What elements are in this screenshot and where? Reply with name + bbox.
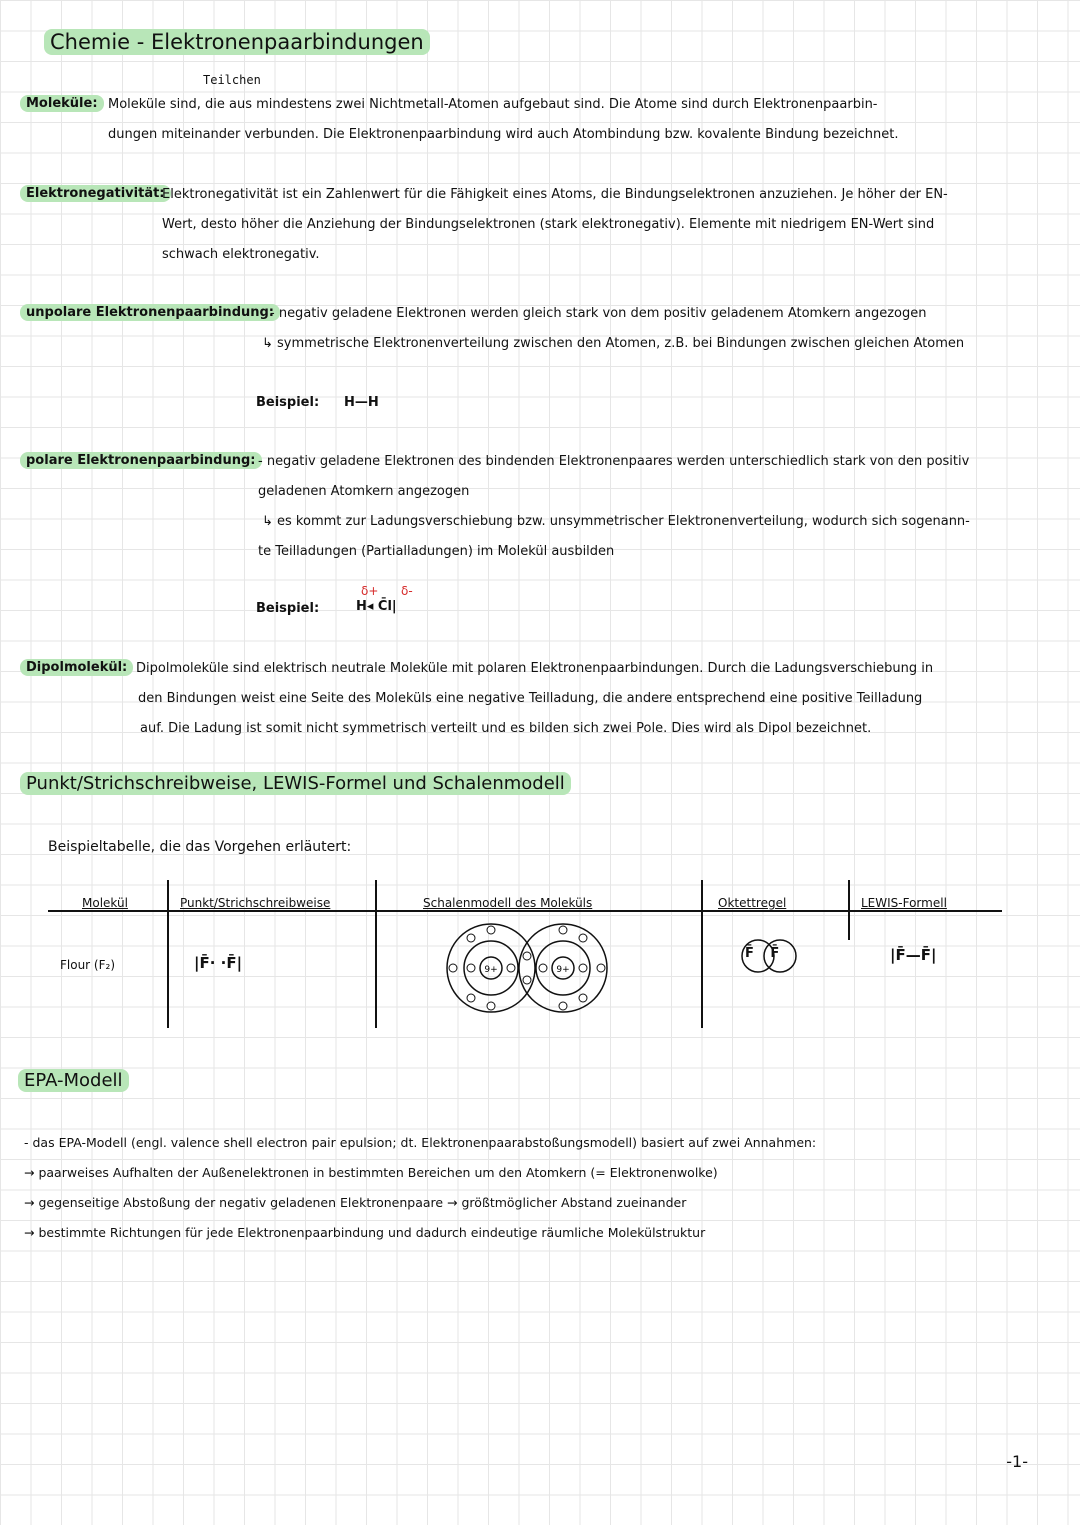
epa-line-1: - das EPA-Modell (engl. valence shell electron pair epulsion; dt. Elektronenpaarabstoßungsmodell) basiert auf zwei Annahmen:: [24, 1135, 817, 1150]
page-title: Chemie - Elektronenpaarbindungen: [44, 30, 430, 54]
electronegativity-line-2: Wert, desto höher die Anziehung der Bindungselektronen (stark elektronegativ). Elemente mit niedrigem EN-Wert sind: [162, 217, 935, 232]
electronegativity-line-3: schwach elektronegativ.: [162, 247, 320, 262]
polar-line-2: geladenen Atomkern angezogen: [258, 484, 470, 499]
notation-heading: Punkt/Strichschreibweise, LEWIS-Formel und Schalenmodell: [20, 773, 571, 794]
molecules-line-2: dungen miteinander verbunden. Die Elektronenpaarbindung wird auch Atombindung bzw. kovalente Bindung bezeichnet.: [108, 127, 899, 142]
nonpolar-line-1: - negativ geladene Elektronen werden gleich stark von dem positiv geladenem Atomkern angezogen: [270, 306, 927, 321]
table-col-divider: [848, 880, 850, 940]
shell-model-diagram: [441, 920, 616, 1015]
polar-example: H◂ C̄l|: [356, 599, 397, 614]
table-col-divider: [701, 880, 703, 1028]
epa-line-3: → gegenseitige Abstoßung der negativ geladenen Elektronenpaare → größtmöglicher Abstand zueinander: [24, 1195, 687, 1210]
table-header-rule: [48, 910, 1002, 912]
dipole-label: Dipolmolekül:: [20, 660, 133, 675]
nonpolar-example-label: Beispiel:: [256, 395, 320, 410]
table-cell-molecule: Flour (F₂): [60, 958, 116, 972]
table-header-shell-model: Schalenmodell des Moleküls: [423, 896, 593, 910]
table-intro: Beispieltabelle, die das Vorgehen erläutert:: [48, 839, 352, 855]
table-header-dot-notation: Punkt/Strichschreibweise: [180, 896, 331, 910]
dipole-line-2: den Bindungen weist eine Seite des Moleküls eine negative Teilladung, die andere entsprechend eine positive Teilladung: [138, 691, 923, 706]
nucleus-label-right: 9+: [556, 965, 570, 975]
table-header-octet: Oktettregel: [718, 896, 787, 910]
delta-minus: δ-: [401, 584, 413, 598]
dipole-line-3: auf. Die Ladung ist somit nicht symmetrisch verteilt und es bilden sich zwei Pole. Dies wird als Dipol bezeichnet.: [140, 721, 872, 736]
annotation-teilchen: Teilchen: [203, 73, 261, 87]
nonpolar-example: H—H: [344, 395, 379, 410]
polar-line-1: - negativ geladene Elektronen des bindenden Elektronenpaares werden unterschiedlich stark von den positiv: [258, 454, 970, 469]
nonpolar-label: unpolare Elektronenpaarbindung:: [20, 305, 280, 320]
polar-line-3: ↳ es kommt zur Ladungsverschiebung bzw. unsymmetrischer Elektronenverteilung, wodurch sich sogenann-: [262, 514, 970, 529]
table-header-molecule: Molekül: [82, 896, 128, 910]
nucleus-label-left: 9+: [484, 965, 498, 975]
molecules-label: Moleküle:: [20, 96, 104, 111]
electronegativity-label: Elektronegativität:: [20, 186, 171, 201]
electronegativity-line-1: Elektronegativität ist ein Zahlenwert für die Fähigkeit eines Atoms, die Bindungselektronen anzuziehen. Je höher der EN-: [162, 187, 948, 202]
electrons: [449, 926, 605, 1010]
table-col-divider: [167, 880, 169, 1028]
table-cell-lewis: |F̄—F̄|: [890, 946, 937, 964]
epa-line-2: → paarweises Aufhalten der Außenelektronen in bestimmten Bereichen um den Atomkern (= Elektronenwolke): [24, 1165, 718, 1180]
molecules-line-1: Moleküle sind, die aus mindestens zwei Nichtmetall-Atomen aufgebaut sind. Die Atome sind durch Elektronenpaarbin-: [108, 97, 878, 112]
table-col-divider: [375, 880, 377, 1028]
page-number: -1-: [1006, 1452, 1028, 1471]
example-table: [48, 880, 1002, 1030]
polar-line-4: te Teilladungen (Partialladungen) im Molekül ausbilden: [258, 544, 615, 559]
nonpolar-line-2: ↳ symmetrische Elektronenverteilung zwischen den Atomen, z.B. bei Bindungen zwischen gleichen Atomen: [262, 336, 965, 351]
dipole-line-1: Dipolmoleküle sind elektrisch neutrale Moleküle mit polaren Elektronenpaarbindungen. Durch die Ladungsverschiebung in: [136, 661, 934, 676]
polar-label: polare Elektronenpaarbindung:: [20, 453, 262, 468]
polar-example-label: Beispiel:: [256, 601, 320, 616]
delta-plus: δ+: [361, 584, 379, 598]
table-cell-dot-notation: |F̄· ·F̄|: [194, 954, 243, 972]
epa-heading: EPA-Modell: [18, 1070, 129, 1091]
table-cell-octet: F̄ F̄: [745, 946, 786, 961]
table-header-lewis: LEWIS-Formell: [861, 896, 947, 910]
epa-line-4: → bestimmte Richtungen für jede Elektronenpaarbindung und dadurch eindeutige räumliche Molekülstruktur: [24, 1225, 706, 1240]
